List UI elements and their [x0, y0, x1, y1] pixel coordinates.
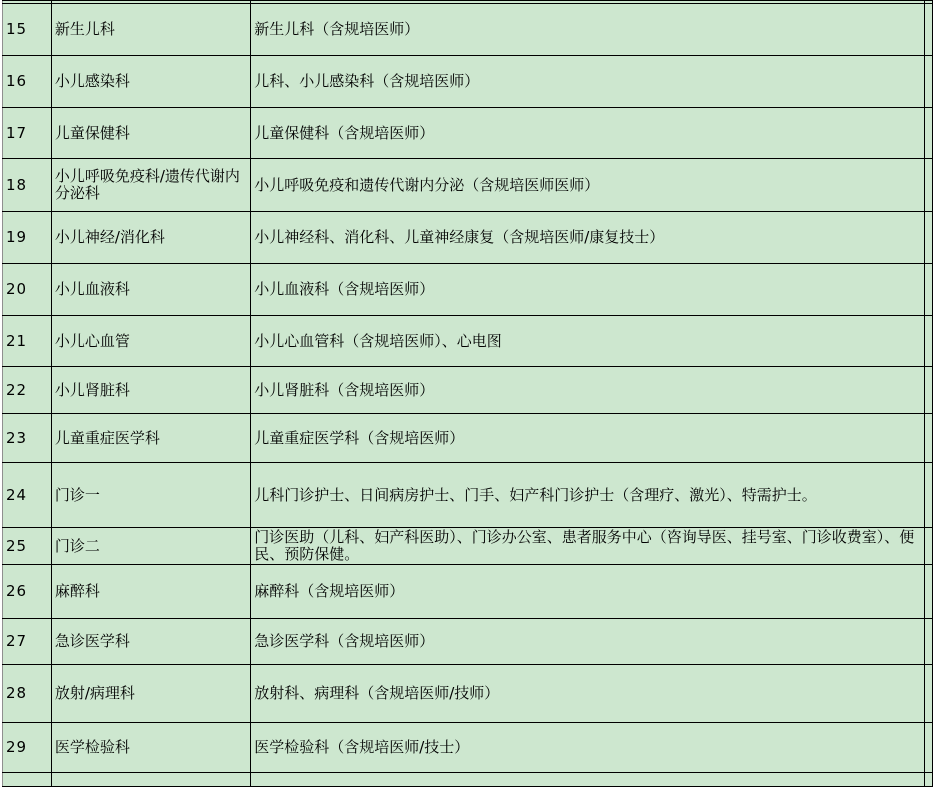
row-number-cell[interactable]: 22 — [3, 367, 52, 414]
partial-column-cell — [924, 212, 932, 264]
partial-column-cell — [924, 159, 932, 212]
row-number-cell[interactable]: 20 — [3, 264, 52, 316]
department-table — [2, 0, 933, 787]
row-number-cell[interactable]: 19 — [3, 212, 52, 264]
department-cell[interactable]: 麻醉科 — [51, 565, 250, 619]
description-cell[interactable]: 放射科、病理科（含规培医师/技师） — [251, 665, 925, 723]
table-row — [3, 665, 933, 723]
department-cell[interactable]: 医学检验科 — [51, 723, 250, 773]
row-number-cell[interactable]: 29 — [3, 723, 52, 773]
row-number-cell[interactable]: 23 — [3, 414, 52, 463]
department-cell[interactable]: 门诊一 — [51, 463, 250, 528]
table-row — [3, 565, 933, 619]
description-cell[interactable]: 新生儿科（含规培医师） — [251, 4, 925, 56]
partial-row-bottom — [3, 773, 933, 787]
row-number-cell[interactable]: 15 — [3, 4, 52, 56]
table-row — [3, 619, 933, 665]
table-row — [3, 414, 933, 463]
partial-column-cell — [924, 108, 932, 159]
department-cell[interactable]: 儿童保健科 — [51, 108, 250, 159]
partial-column-cell — [924, 367, 932, 414]
row-number-cell[interactable]: 27 — [3, 619, 52, 665]
table-row — [3, 56, 933, 108]
department-cell[interactable]: 小儿感染科 — [51, 56, 250, 108]
partial-column-cell — [924, 619, 932, 665]
description-cell[interactable]: 医学检验科（含规培医师/技士） — [251, 723, 925, 773]
department-cell[interactable]: 小儿血液科 — [51, 264, 250, 316]
partial-column-cell — [924, 56, 932, 108]
partial-column-cell — [924, 4, 932, 56]
partial-column-cell — [924, 528, 932, 565]
description-cell[interactable]: 小儿神经科、消化科、儿童神经康复（含规培医师/康复技士） — [251, 212, 925, 264]
empty-cell — [3, 773, 52, 787]
description-cell[interactable]: 门诊医助（儿科、妇产科医助）、门诊办公室、患者服务中心（咨询导医、挂号室、门诊收费室）、便民、预防保健。 — [251, 528, 925, 565]
partial-column-cell — [924, 316, 932, 367]
table-row — [3, 264, 933, 316]
spreadsheet-region — [2, 0, 933, 787]
partial-column-cell — [924, 723, 932, 773]
table-row — [3, 316, 933, 367]
row-number-cell[interactable]: 26 — [3, 565, 52, 619]
department-cell[interactable]: 放射/病理科 — [51, 665, 250, 723]
row-number-cell[interactable]: 17 — [3, 108, 52, 159]
table-row — [3, 723, 933, 773]
department-cell[interactable]: 儿童重症医学科 — [51, 414, 250, 463]
row-number-cell[interactable]: 21 — [3, 316, 52, 367]
empty-cell — [251, 773, 925, 787]
description-cell[interactable]: 小儿肾脏科（含规培医师） — [251, 367, 925, 414]
row-number-cell[interactable]: 24 — [3, 463, 52, 528]
partial-column-cell — [924, 665, 932, 723]
row-number-cell[interactable]: 18 — [3, 159, 52, 212]
partial-column-cell — [924, 414, 932, 463]
description-cell[interactable]: 儿童重症医学科（含规培医师） — [251, 414, 925, 463]
description-cell[interactable]: 小儿心血管科（含规培医师）、心电图 — [251, 316, 925, 367]
department-cell[interactable]: 急诊医学科 — [51, 619, 250, 665]
table-row — [3, 528, 933, 565]
department-cell[interactable]: 小儿肾脏科 — [51, 367, 250, 414]
description-cell[interactable]: 急诊医学科（含规培医师） — [251, 619, 925, 665]
table-row — [3, 463, 933, 528]
department-cell[interactable]: 小儿心血管 — [51, 316, 250, 367]
empty-cell — [51, 773, 250, 787]
description-cell[interactable]: 儿科、小儿感染科（含规培医师） — [251, 56, 925, 108]
row-number-cell[interactable]: 28 — [3, 665, 52, 723]
partial-column-cell — [924, 264, 932, 316]
partial-column-cell — [924, 463, 932, 528]
table-row — [3, 367, 933, 414]
table-body — [3, 1, 933, 787]
partial-column-cell — [924, 565, 932, 619]
description-cell[interactable]: 麻醉科（含规培医师） — [251, 565, 925, 619]
description-cell[interactable]: 儿科门诊护士、日间病房护士、门手、妇产科门诊护士（含理疗、激光）、特需护士。 — [251, 463, 925, 528]
department-cell[interactable]: 小儿呼吸免疫科/遗传代谢内分泌科 — [51, 159, 250, 212]
table-row — [3, 108, 933, 159]
empty-cell — [924, 773, 932, 787]
description-cell[interactable]: 小儿呼吸免疫和遗传代谢内分泌（含规培医师医师） — [251, 159, 925, 212]
table-row — [3, 212, 933, 264]
description-cell[interactable]: 小儿血液科（含规培医师） — [251, 264, 925, 316]
table-row — [3, 4, 933, 56]
description-cell[interactable]: 儿童保健科（含规培医师） — [251, 108, 925, 159]
table-row — [3, 159, 933, 212]
department-cell[interactable]: 小儿神经/消化科 — [51, 212, 250, 264]
row-number-cell[interactable]: 25 — [3, 528, 52, 565]
row-number-cell[interactable]: 16 — [3, 56, 52, 108]
department-cell[interactable]: 新生儿科 — [51, 4, 250, 56]
department-cell[interactable]: 门诊二 — [51, 528, 250, 565]
